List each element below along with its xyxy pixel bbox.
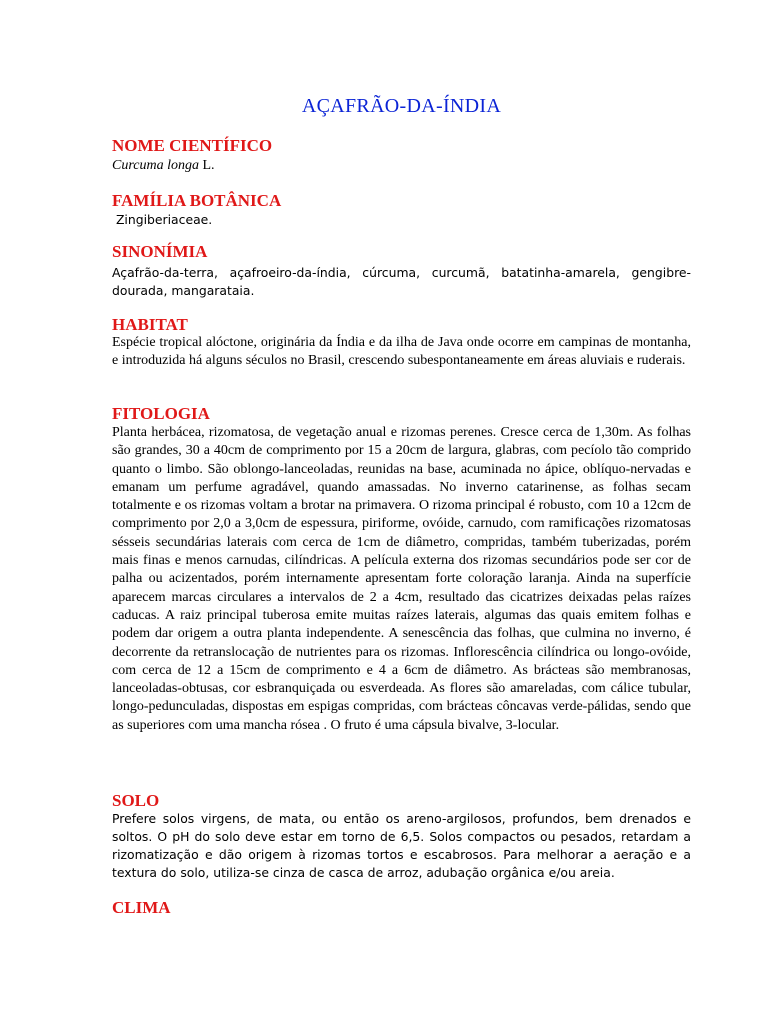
heading-clima: CLIMA (112, 898, 171, 917)
heading-nome-cientifico: NOME CIENTÍFICO (112, 136, 273, 155)
familia-text: Zingiberiaceae. (112, 212, 213, 227)
solo-text: Prefere solos virgens, de mata, ou então os areno-argilosos, profundos, bem drenados e soltos. O pH do solo deve estar em torno de 6,5. Solos compactos ou pesados, retardam a rizomatização e dão origem à rizomas tortos e escabrosos. Para melhorar a aeração e a textura do solo, utiliza-se cinza de casca de arroz, adubação orgânica e/ou areia. (112, 811, 691, 880)
species-author: L. (198, 158, 215, 173)
heading-habitat: HABITAT (112, 315, 188, 334)
heading-sinonimia: SINONÍMIA (112, 242, 208, 261)
heading-solo: SOLO (112, 791, 160, 810)
species-name: Curcuma longa (112, 158, 199, 173)
sinonimia-text: Açafrão-da-terra, açafroeiro-da-índia, cúrcuma, curcumã, batatinha-amarela, gengibre-dourada, mangarataia. (112, 265, 691, 299)
scientific-name (112, 157, 215, 175)
document-title: AÇAFRÃO-DA-ÍNDIA (301, 95, 502, 117)
heading-fitologia: FITOLOGIA (112, 404, 210, 423)
fitologia-text: Planta herbácea, rizomatosa, de vegetação anual e rizomas perenes. Cresce cerca de 1,30m. As folhas são grandes, 30 a 40cm de comprimento por 15 a 20cm de largura, glabras, com pecíolo tão comprido quanto o limbo. São oblongo-lanceoladas, reunidas na base, acuminada no ápice, oblíquo-nervadas e emanam um perfume agradável, quando amassadas. No inverno catarinense, as folhas secam totalmente e os rizomas voltam a brotar na primavera. O rizoma principal é robusto, com 10 a 12cm de comprimento por 2,0 a 3,0cm de espessura, piriforme, ovóide, carnudo, com ramificações rizomatosas sésseis secundárias laterais com cerca de 1cm de diâmetro, compridas, também tuberizadas, porém mais finas e menos carnudas, cilíndricas. A película externa dos rizomas secundários pode ser cor de palha ou acizentados, porém internamente apresentam forte coloração laranja. Ainda na superfície aparecem marcas circulares a intervalos de 2 a 4cm, resultado das cicatrizes deixadas pelas raízes caducas. A raiz principal tuberosa emite muitas raízes laterais, algumas das quais emitem folhas e podem dar origem a outra planta independente. A senescência das folhas, que culmina no inverno, é decorrente da retranslocação de nutrientes para os rizomas. Inflorescência cilíndrica ou longo-ovóide, com cerca de 12 a 15cm de comprimento e 4 a 6cm de diâmetro. As brácteas são membranosas, lanceoladas-obtusas, cor esbranquiçada ou esverdeada. As flores são amareladas, com cálice tubular, longo-pedunculadas, dispostas em espigas compridas, com brácteas côncavas verde-pálidas, sendo que as superiores com uma mancha rósea . O fruto é uma cápsula bivalve, 3-locular. (112, 425, 691, 733)
heading-familia-botanica: FAMÍLIA BOTÂNICA (112, 191, 282, 210)
habitat-text: Espécie tropical alóctone, originária da Índia e da ilha de Java onde ocorre em campinas de montanha, e introduzida há alguns séculos no Brasil, crescendo subespontaneamente em áreas aluviais e ruderais. (112, 335, 691, 369)
